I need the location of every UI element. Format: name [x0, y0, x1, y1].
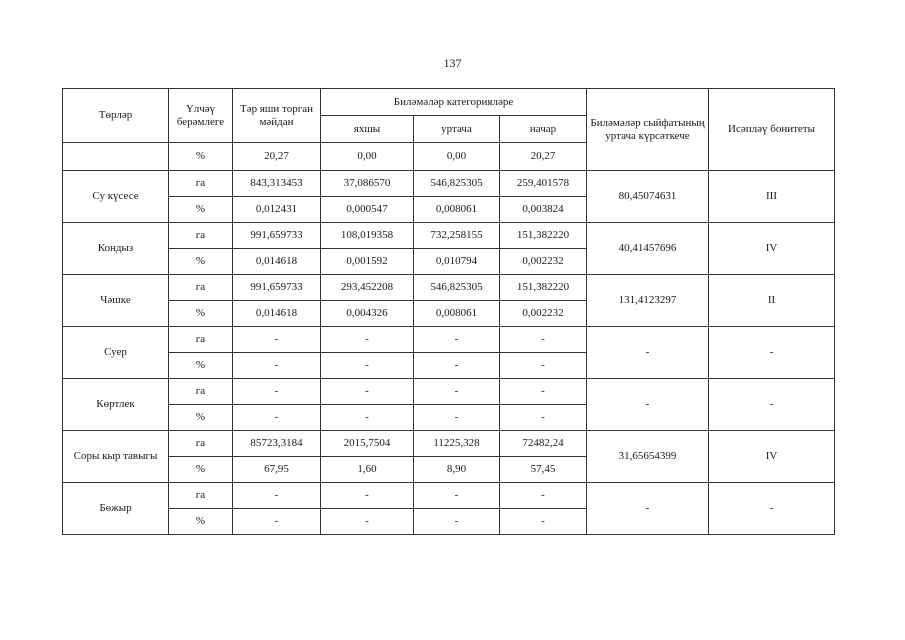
good-cell: 0,000547 — [321, 197, 414, 223]
medium-cell: - — [414, 483, 500, 509]
table-row — [63, 327, 835, 353]
medium-cell: - — [414, 379, 500, 405]
bad-cell: - — [500, 509, 587, 535]
total-area: 20,27 — [233, 143, 321, 171]
unit-cell: га — [169, 327, 233, 353]
good-cell: 293,452208 — [321, 275, 414, 301]
header-bonitet: Исәпләү бонитеты — [709, 89, 835, 171]
habitat-quality-table — [62, 88, 835, 535]
header-avg-quality: Биләмәләр сыйфатының уртача күрсәткече — [587, 89, 709, 171]
header-unit: Үлчәү берәмлеге — [169, 89, 233, 143]
avg-quality-cell: - — [587, 379, 709, 431]
header-categories-title: Биләмәләр категорияләре — [321, 89, 587, 116]
header-pasture-area: Тәр яши торган мәйдан — [233, 89, 321, 143]
total-medium: 0,00 — [414, 143, 500, 171]
avg-quality-cell: 40,41457696 — [587, 223, 709, 275]
unit-cell: га — [169, 171, 233, 197]
species-name: Бөжыр — [63, 483, 169, 535]
unit-cell: % — [169, 301, 233, 327]
area-cell: 991,659733 — [233, 223, 321, 249]
good-cell: - — [321, 327, 414, 353]
bad-cell: - — [500, 483, 587, 509]
bad-cell: - — [500, 379, 587, 405]
area-cell: 0,014618 — [233, 249, 321, 275]
unit-cell: % — [169, 405, 233, 431]
medium-cell: 0,008061 — [414, 197, 500, 223]
page-number: 137 — [443, 56, 462, 70]
good-cell: - — [321, 405, 414, 431]
header-types: Төрләр — [63, 89, 169, 143]
table-row — [63, 223, 835, 249]
bonitet-cell: - — [709, 327, 835, 379]
bonitet-cell: IV — [709, 431, 835, 483]
bad-cell: - — [500, 327, 587, 353]
bad-cell: 0,003824 — [500, 197, 587, 223]
unit-cell: % — [169, 457, 233, 483]
bonitet-cell: - — [709, 483, 835, 535]
bad-cell: 0,002232 — [500, 249, 587, 275]
species-name: Көртлек — [63, 379, 169, 431]
good-cell: - — [321, 483, 414, 509]
medium-cell: - — [414, 405, 500, 431]
table-row — [63, 275, 835, 301]
table-row — [63, 379, 835, 405]
good-cell: 2015,7504 — [321, 431, 414, 457]
good-cell: 37,086570 — [321, 171, 414, 197]
bonitet-cell: - — [709, 379, 835, 431]
medium-cell: - — [414, 327, 500, 353]
area-cell: 991,659733 — [233, 275, 321, 301]
good-cell: - — [321, 509, 414, 535]
bad-cell: 151,382220 — [500, 275, 587, 301]
table-row — [63, 171, 835, 197]
avg-quality-cell: 80,45074631 — [587, 171, 709, 223]
area-cell: - — [233, 509, 321, 535]
avg-quality-cell: - — [587, 327, 709, 379]
bad-cell: - — [500, 405, 587, 431]
total-good: 0,00 — [321, 143, 414, 171]
area-cell: 85723,3184 — [233, 431, 321, 457]
good-cell: - — [321, 353, 414, 379]
bonitet-cell: II — [709, 275, 835, 327]
area-cell: - — [233, 353, 321, 379]
bad-cell: - — [500, 353, 587, 379]
unit-cell: % — [169, 249, 233, 275]
unit-cell: га — [169, 379, 233, 405]
medium-cell: 546,825305 — [414, 275, 500, 301]
good-cell: 108,019358 — [321, 223, 414, 249]
unit-cell: % — [169, 353, 233, 379]
bad-cell: 72482,24 — [500, 431, 587, 457]
bonitet-cell: III — [709, 171, 835, 223]
species-name: Суер — [63, 327, 169, 379]
bad-cell: 0,002232 — [500, 301, 587, 327]
area-cell: - — [233, 483, 321, 509]
bad-cell: 151,382220 — [500, 223, 587, 249]
medium-cell: 546,825305 — [414, 171, 500, 197]
total-row-label — [63, 143, 169, 171]
unit-cell: га — [169, 275, 233, 301]
area-cell: 67,95 — [233, 457, 321, 483]
header-medium: уртача — [414, 116, 500, 143]
unit-cell: % — [169, 197, 233, 223]
area-cell: 843,313453 — [233, 171, 321, 197]
avg-quality-cell: 31,65654399 — [587, 431, 709, 483]
total-unit: % — [169, 143, 233, 171]
unit-cell: га — [169, 223, 233, 249]
area-cell: - — [233, 379, 321, 405]
table-row — [63, 431, 835, 457]
medium-cell: - — [414, 353, 500, 379]
header-good: яхшы — [321, 116, 414, 143]
area-cell: - — [233, 405, 321, 431]
species-name: Чәшке — [63, 275, 169, 327]
area-cell: - — [233, 327, 321, 353]
species-name: Кондыз — [63, 223, 169, 275]
medium-cell: 8,90 — [414, 457, 500, 483]
species-name: Соры кыр тавыгы — [63, 431, 169, 483]
good-cell: - — [321, 379, 414, 405]
bad-cell: 259,401578 — [500, 171, 587, 197]
medium-cell: 11225,328 — [414, 431, 500, 457]
medium-cell: 0,010794 — [414, 249, 500, 275]
unit-cell: га — [169, 431, 233, 457]
total-bad: 20,27 — [500, 143, 587, 171]
medium-cell: 0,008061 — [414, 301, 500, 327]
table-row — [63, 483, 835, 509]
bad-cell: 57,45 — [500, 457, 587, 483]
good-cell: 0,001592 — [321, 249, 414, 275]
unit-cell: % — [169, 509, 233, 535]
medium-cell: - — [414, 509, 500, 535]
avg-quality-cell: - — [587, 483, 709, 535]
area-cell: 0,012431 — [233, 197, 321, 223]
medium-cell: 732,258155 — [414, 223, 500, 249]
bonitet-cell: IV — [709, 223, 835, 275]
header-bad: начар — [500, 116, 587, 143]
species-name: Су күсесе — [63, 171, 169, 223]
unit-cell: га — [169, 483, 233, 509]
good-cell: 1,60 — [321, 457, 414, 483]
good-cell: 0,004326 — [321, 301, 414, 327]
avg-quality-cell: 131,4123297 — [587, 275, 709, 327]
area-cell: 0,014618 — [233, 301, 321, 327]
